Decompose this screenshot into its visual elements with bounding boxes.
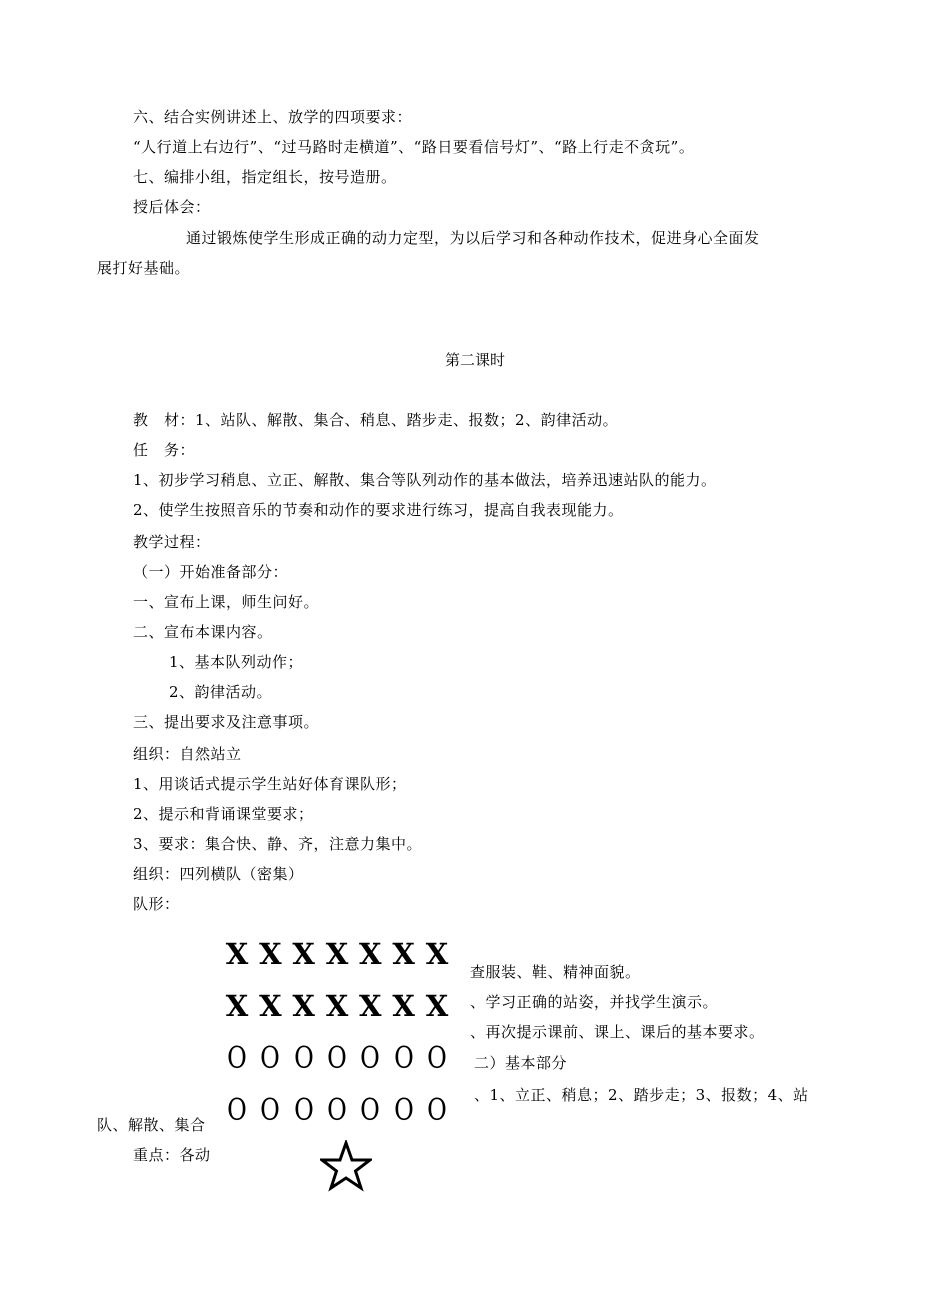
organization-1: 组织：自然站立 <box>133 745 242 763</box>
student-marker: O <box>227 1040 247 1076</box>
right-col-line-2: 、学习正确的站姿，并找学生演示。 <box>470 993 719 1011</box>
right-col-line-1: 查服装、鞋、精神面貌。 <box>470 963 641 981</box>
formation-diagram <box>222 928 452 1136</box>
lesson-title: 第二课时 <box>444 351 505 369</box>
student-marker: X <box>392 937 415 971</box>
formation-row-3 <box>222 1032 452 1084</box>
materials: 教 材：1、站队、解散、集合、稍息、踏步走、报数；2、韵律活动。 <box>133 411 619 429</box>
step-2-sub-2: 2、韵律活动。 <box>169 683 273 701</box>
continuation-line: 队、解散、集合 <box>97 1116 206 1134</box>
student-marker: O <box>427 1040 447 1076</box>
student-marker: X <box>325 989 349 1023</box>
student-marker: O <box>393 1092 414 1128</box>
formation-row-1 <box>222 928 452 980</box>
student-marker: O <box>327 1040 347 1076</box>
right-col-line-5: 、1、立正、稍息；2、踏步走；3、报数；4、站 <box>474 1086 809 1104</box>
task-2: 2、使学生按照音乐的节奏和动作的要求进行练习，提高自我表现能力。 <box>133 501 624 519</box>
step-3: 三、提出要求及注意事项。 <box>133 713 320 731</box>
student-marker: X <box>259 937 282 971</box>
student-marker: O <box>360 1040 381 1076</box>
student-marker: X <box>425 937 449 971</box>
student-marker: X <box>392 989 415 1023</box>
requirement-1: 1、用谈话式提示学生站好体育课队形； <box>133 775 407 793</box>
reflection-label: 授后体会： <box>133 198 211 216</box>
focus-line: 重点：各动 <box>133 1146 211 1164</box>
tasks-label: 任 务： <box>133 441 196 459</box>
student-marker: O <box>360 1092 381 1128</box>
task-1: 1、初步学习稍息、立正、解散、集合等队列动作的基本做法，培养迅速站队的能力。 <box>133 471 717 489</box>
requirement-2: 2、提示和背诵课堂要求； <box>133 805 314 823</box>
student-marker: X <box>325 937 349 971</box>
step-2-sub-1: 1、基本队列动作； <box>169 653 304 671</box>
reflection-line-1: 通过锻炼使学生形成正确的动力定型，为以后学习和各种动作技术，促进身心全面发 <box>186 229 760 247</box>
right-col-line-3: 、再次提示课前、课上、课后的基本要求。 <box>470 1023 765 1041</box>
formation-label: 队形： <box>133 895 180 913</box>
student-marker: O <box>393 1040 414 1076</box>
organization-2: 组织：四列横队（密集） <box>133 865 304 883</box>
formation-row-4 <box>222 1084 452 1136</box>
student-marker: O <box>227 1092 247 1128</box>
student-marker: X <box>225 937 249 971</box>
formation-row-2 <box>222 980 452 1032</box>
item-7: 七、编排小组，指定组长，按号造册。 <box>133 168 397 186</box>
process-label: 教学过程： <box>133 533 211 551</box>
student-marker: X <box>359 989 382 1023</box>
part-1-label: （一）开始准备部分： <box>133 563 289 581</box>
student-marker: X <box>425 989 449 1023</box>
reflection-line-2: 展打好基础。 <box>97 259 191 277</box>
step-2: 二、宣布本课内容。 <box>133 623 273 641</box>
student-marker: O <box>327 1092 347 1128</box>
right-col-line-4: 二）基本部分 <box>474 1054 568 1072</box>
student-marker: O <box>293 1092 314 1128</box>
star-icon <box>320 1140 372 1192</box>
student-marker: X <box>259 989 282 1023</box>
student-marker: X <box>225 989 249 1023</box>
student-marker: O <box>293 1040 314 1076</box>
student-marker: X <box>292 937 315 971</box>
student-marker: O <box>260 1092 281 1128</box>
item-6: 六、结合实例讲述上、放学的四项要求： <box>133 108 413 126</box>
item-6-detail: “人行道上右边行”、“过马路时走横道”、“路日要看信号灯”、“路上行走不贪玩”。 <box>133 138 695 156</box>
student-marker: X <box>292 989 315 1023</box>
requirement-3: 3、要求：集合快、静、齐，注意力集中。 <box>133 835 423 853</box>
step-1: 一、宣布上课，师生问好。 <box>133 593 320 611</box>
student-marker: O <box>427 1092 447 1128</box>
student-marker: O <box>260 1040 281 1076</box>
student-marker: X <box>359 937 382 971</box>
